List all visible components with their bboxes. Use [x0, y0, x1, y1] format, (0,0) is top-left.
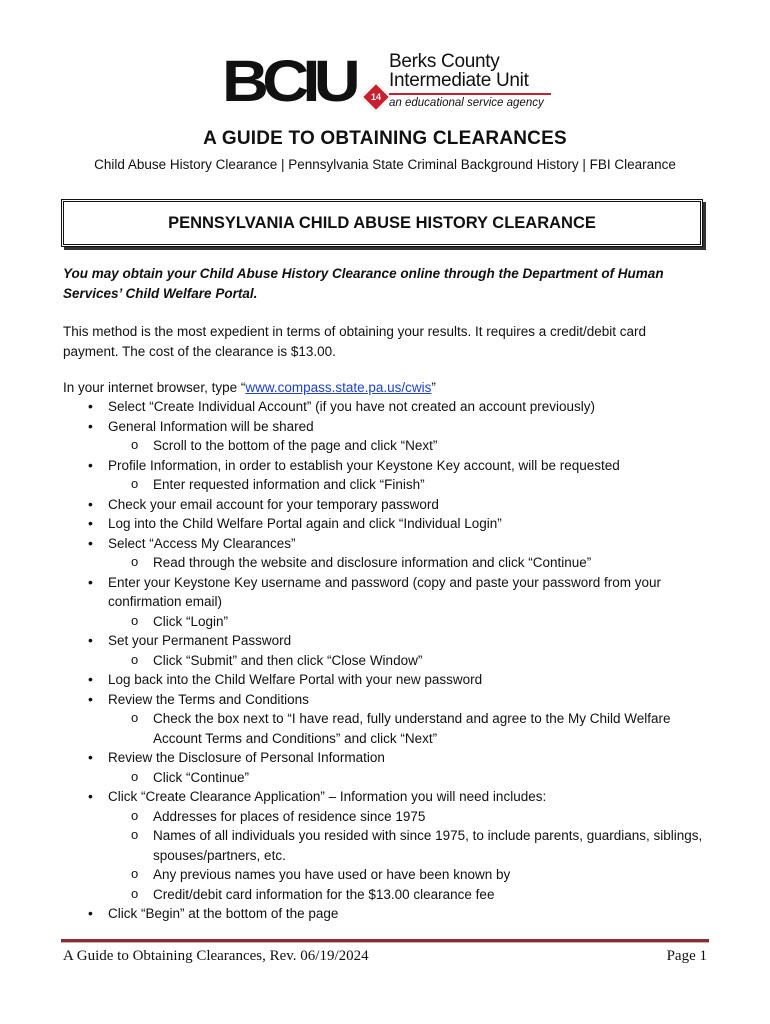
step-text: Log into the Child Welfare Portal again and click “Individual Login” — [108, 516, 502, 531]
step-item — [63, 690, 713, 749]
sub-step-item: o Check the box next to “I have read, fully understand and agree to the My Child Welfare Account Terms and Conditions” and click “Next” — [108, 709, 713, 748]
step-item — [63, 456, 713, 495]
step-item — [63, 514, 713, 534]
method-paragraph: This method is the most expedient in terms of obtaining your results. It requires a credit/debit card payment. The cost of the clearance is $13.00. — [63, 324, 647, 359]
step-text: Enter your Keystone Key username and password (copy and paste your password from your confirmation email) — [108, 574, 662, 609]
step-text: Review the Disclosure of Personal Information — [108, 750, 385, 765]
sub-step-list — [108, 475, 713, 495]
sub-step-list — [108, 651, 713, 671]
step-text: Click “Create Clearance Application” – Information you will need includes: — [108, 789, 547, 804]
step-text: Select “Access My Clearances” — [108, 535, 296, 551]
step-item — [63, 748, 713, 787]
logo-line-1: Berks County — [389, 51, 500, 72]
page-number: Page 1 — [666, 948, 707, 964]
step-item — [63, 534, 713, 573]
logo-badge-icon — [360, 81, 391, 112]
step-item — [63, 670, 713, 690]
step-text: Click “Begin” at the bottom of the page — [108, 906, 339, 921]
intro-paragraph: You may obtain your Child Abuse History Clearance online through the Department of Human Services’ Child Welfare Portal. — [63, 266, 664, 301]
sub-step-item: o Enter requested information and click “Finish” — [108, 475, 713, 495]
sub-step-list — [108, 553, 713, 573]
footer-revision: A Guide to Obtaining Clearances, Rev. 06/19/2024 — [63, 948, 369, 964]
section-heading-box — [61, 199, 703, 247]
bciu-logo — [222, 50, 552, 112]
sub-step-list — [108, 768, 713, 788]
step-text: General Information will be shared — [108, 418, 314, 434]
step-item — [63, 904, 713, 924]
sub-step-item: o Click “Continue” — [108, 768, 713, 788]
sub-step-item: o Read through the website and disclosure information and click “Continue” — [108, 553, 713, 573]
step-item — [63, 417, 713, 456]
step-text: Set your Permanent Password — [108, 633, 292, 648]
step-item — [63, 397, 713, 417]
step-item — [63, 787, 713, 904]
sub-step-list — [108, 612, 713, 632]
step-text: Log back into the Child Welfare Portal with your new password — [108, 672, 483, 687]
footer-divider — [61, 939, 709, 943]
step-item — [63, 631, 713, 670]
document-title: A GUIDE TO OBTAINING CLEARANCES — [203, 128, 567, 149]
logo-mark: BCIU — [222, 49, 354, 114]
step-text: Review the Terms and Conditions — [108, 691, 309, 707]
sub-step-item: o Scroll to the bottom of the page and click “Next” — [108, 436, 713, 456]
sub-step-item: o Any previous names you have used or have been known by — [108, 865, 713, 885]
logo-line-2: Intermediate Unit — [389, 70, 529, 91]
logo-badge-number: 14 — [370, 92, 381, 102]
cwis-link[interactable]: www.compass.state.pa.us/cwis — [245, 380, 432, 395]
sub-step-item: o Addresses for places of residence since 1975 — [108, 807, 713, 827]
step-item — [63, 495, 713, 515]
sub-step-list — [108, 436, 713, 456]
sub-step-item: o Names of all individuals you resided with since 1975, to include parents, guardians, siblings, spouses/partners, etc. — [108, 826, 713, 865]
sub-step-list — [108, 807, 713, 905]
logo-divider — [389, 93, 551, 95]
step-text: Profile Information, in order to establish your Keystone Key account, will be requested — [108, 457, 620, 473]
step-item — [63, 573, 713, 632]
logo-text — [389, 52, 559, 109]
document-subtitle: Child Abuse History Clearance | Pennsylvania State Criminal Background History | FBI Clearance — [94, 157, 676, 172]
sub-step-item: o Click “Login” — [108, 612, 713, 632]
sub-step-item: o Click “Submit” and then click “Close Window” — [108, 651, 713, 671]
sub-step-item: o Credit/debit card information for the $13.00 clearance fee — [108, 885, 713, 905]
browser-suffix: ” — [431, 380, 436, 395]
section-heading: PENNSYLVANIA CHILD ABUSE HISTORY CLEARANCE — [168, 214, 596, 232]
sub-step-list — [108, 709, 713, 748]
step-text: Check your email account for your temporary password — [108, 496, 439, 512]
step-text: Select “Create Individual Account” (if you have not created an account previously) — [108, 399, 596, 414]
logo-tagline: an educational service agency — [389, 97, 544, 109]
browser-instruction — [63, 378, 703, 398]
browser-prefix: In your internet browser, type “ — [63, 380, 246, 395]
steps-list — [63, 397, 713, 924]
